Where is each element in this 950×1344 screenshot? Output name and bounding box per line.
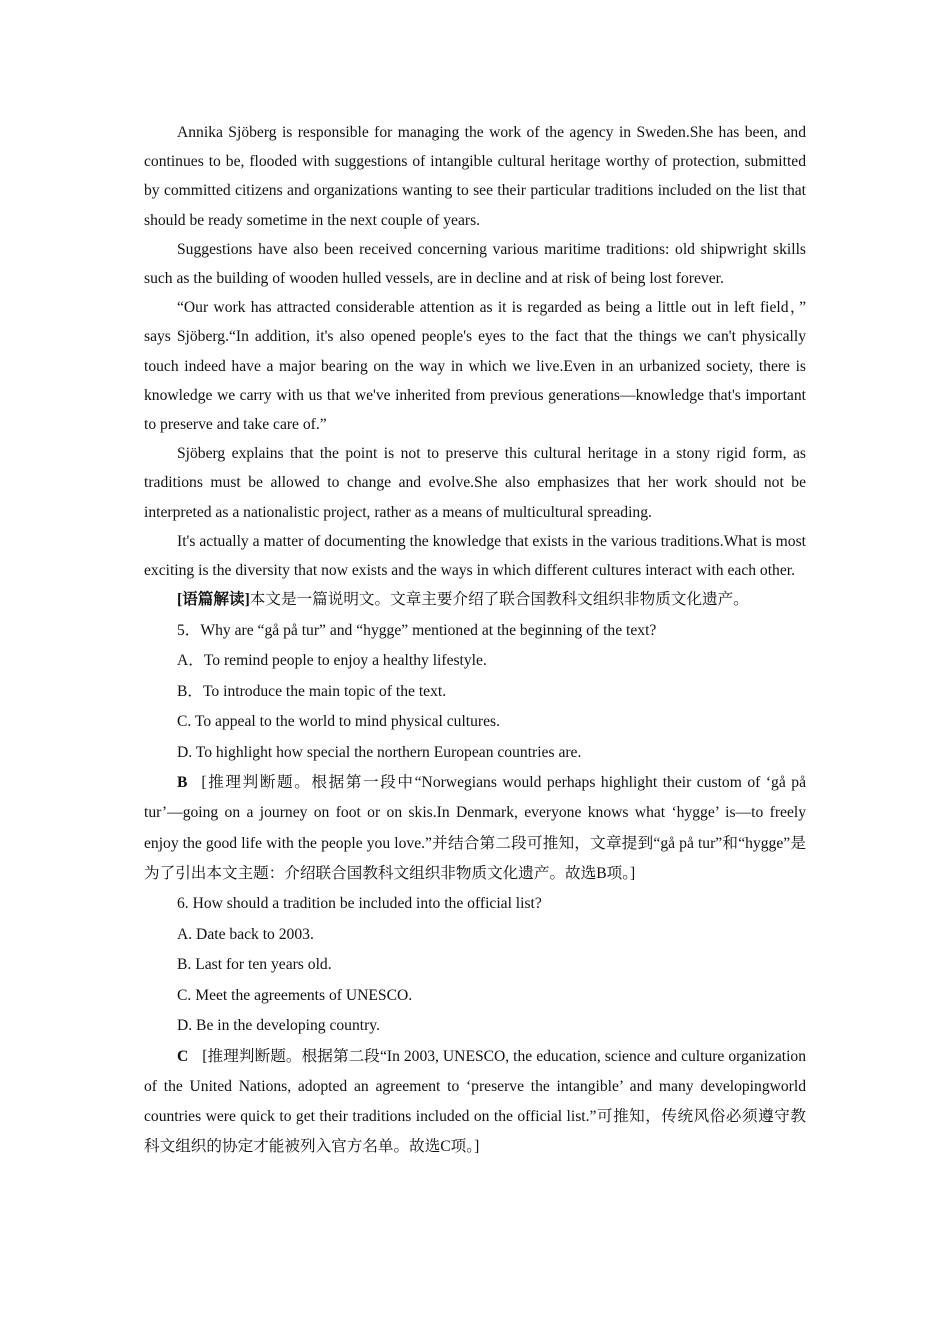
question-5-stem: 5．Why are “gå på tur” and “hygge” mentioned at the beginning of the text? xyxy=(177,621,657,639)
question-5-option-b: B．To introduce the main topic of the text. xyxy=(177,682,447,700)
question-6-option-d: D. Be in the developing country. xyxy=(177,1017,380,1035)
question-6-stem: 6. How should a tradition be included into the official list? xyxy=(177,895,542,913)
passage-paragraph-4: Sjöberg explains that the point is not to preserve this cultural heritage in a stony rigid form, as traditions must be allowed to change and evolve.She also emphasizes that her work should not be interpreted as a nationalistic project, rather as a means of multicultural spreading. xyxy=(144,445,806,521)
reading-note xyxy=(144,585,806,616)
passage-paragraph-2: Suggestions have also been received concerning various maritime traditions: old shipwright skills such as the building of wooden hulled vessels, are in decline and at risk of being lost forever. xyxy=(144,240,806,288)
passage-paragraph-5: It's actually a matter of documenting the knowledge that exists in the various traditions.What is most exciting is the diversity that now exists and the ways in which different cultures interact with each other. xyxy=(144,532,806,580)
question-6-option-c: C. Meet the agreements of UNESCO. xyxy=(177,986,413,1004)
question-6-option-a: A. Date back to 2003. xyxy=(177,925,314,943)
question-6-answer xyxy=(144,1042,806,1163)
question-5-answer xyxy=(144,768,806,889)
question-5-answer-letter: B xyxy=(177,774,188,792)
passage-paragraph-1: Annika Sjöberg is responsible for managing the work of the agency in Sweden.She has been, and continues to be, flooded with suggestions of intangible cultural heritage worthy of protection, submitted by committed citizens and organizations wanting to see their particular traditions included on the list that should be ready sometime in the next couple of years. xyxy=(144,124,806,229)
question-6-option-b: B. Last for ten years old. xyxy=(177,956,332,974)
question-5-option-d: D. To highlight how special the northern European countries are. xyxy=(177,743,582,761)
passage-paragraph-3: “Our work has attracted considerable attention as it is regarded as being a little out in left field，” says Sjöberg.“In addition, it's also opened people's eyes to the fact that the things we can't physically touch indeed have a major bearing on the way in which we live.Even in an urbanized society, there is knowledge we carry with us that we've inherited from previous generations—knowledge that's important to preserve and take care of.” xyxy=(144,299,806,434)
reading-note-label: [语篇解读] xyxy=(177,591,250,609)
question-6-answer-letter: C xyxy=(177,1047,189,1065)
question-6-explanation: [推理判断题。根据第二段“In 2003, UNESCO, the education, science and culture organization of the United Nations, adopted an agreement to ‘preserve the intangible’ and many developingworld countries were quick to get their traditions included on the official list.”可推知，传统风俗必须遵守教科文组织的协定才能被列入官方名单。故选C项。] xyxy=(144,1047,806,1156)
reading-note-text: 本文是一篇说明文。文章主要介绍了联合国教科文组织非物质文化遗产。 xyxy=(249,591,749,609)
question-5-option-a: A．To remind people to enjoy a healthy lifestyle. xyxy=(177,652,487,670)
question-5-explanation: [推理判断题。根据第一段中“Norwegians would perhaps highlight their custom of ‘gå på tur’—going on a journey on foot or on skis.In Denmark, everyone knows what ‘hygge’ is—to freely enjoy the good life with the people you love.”并结合第二段可推知，文章提到“gå på tur”和“hygge”是为了引出本文主题：介绍联合国教科文组织非物质文化遗产。故选B项。] xyxy=(144,774,806,882)
document-page xyxy=(144,118,806,1162)
question-5-option-c: C. To appeal to the world to mind physical cultures. xyxy=(177,713,500,731)
